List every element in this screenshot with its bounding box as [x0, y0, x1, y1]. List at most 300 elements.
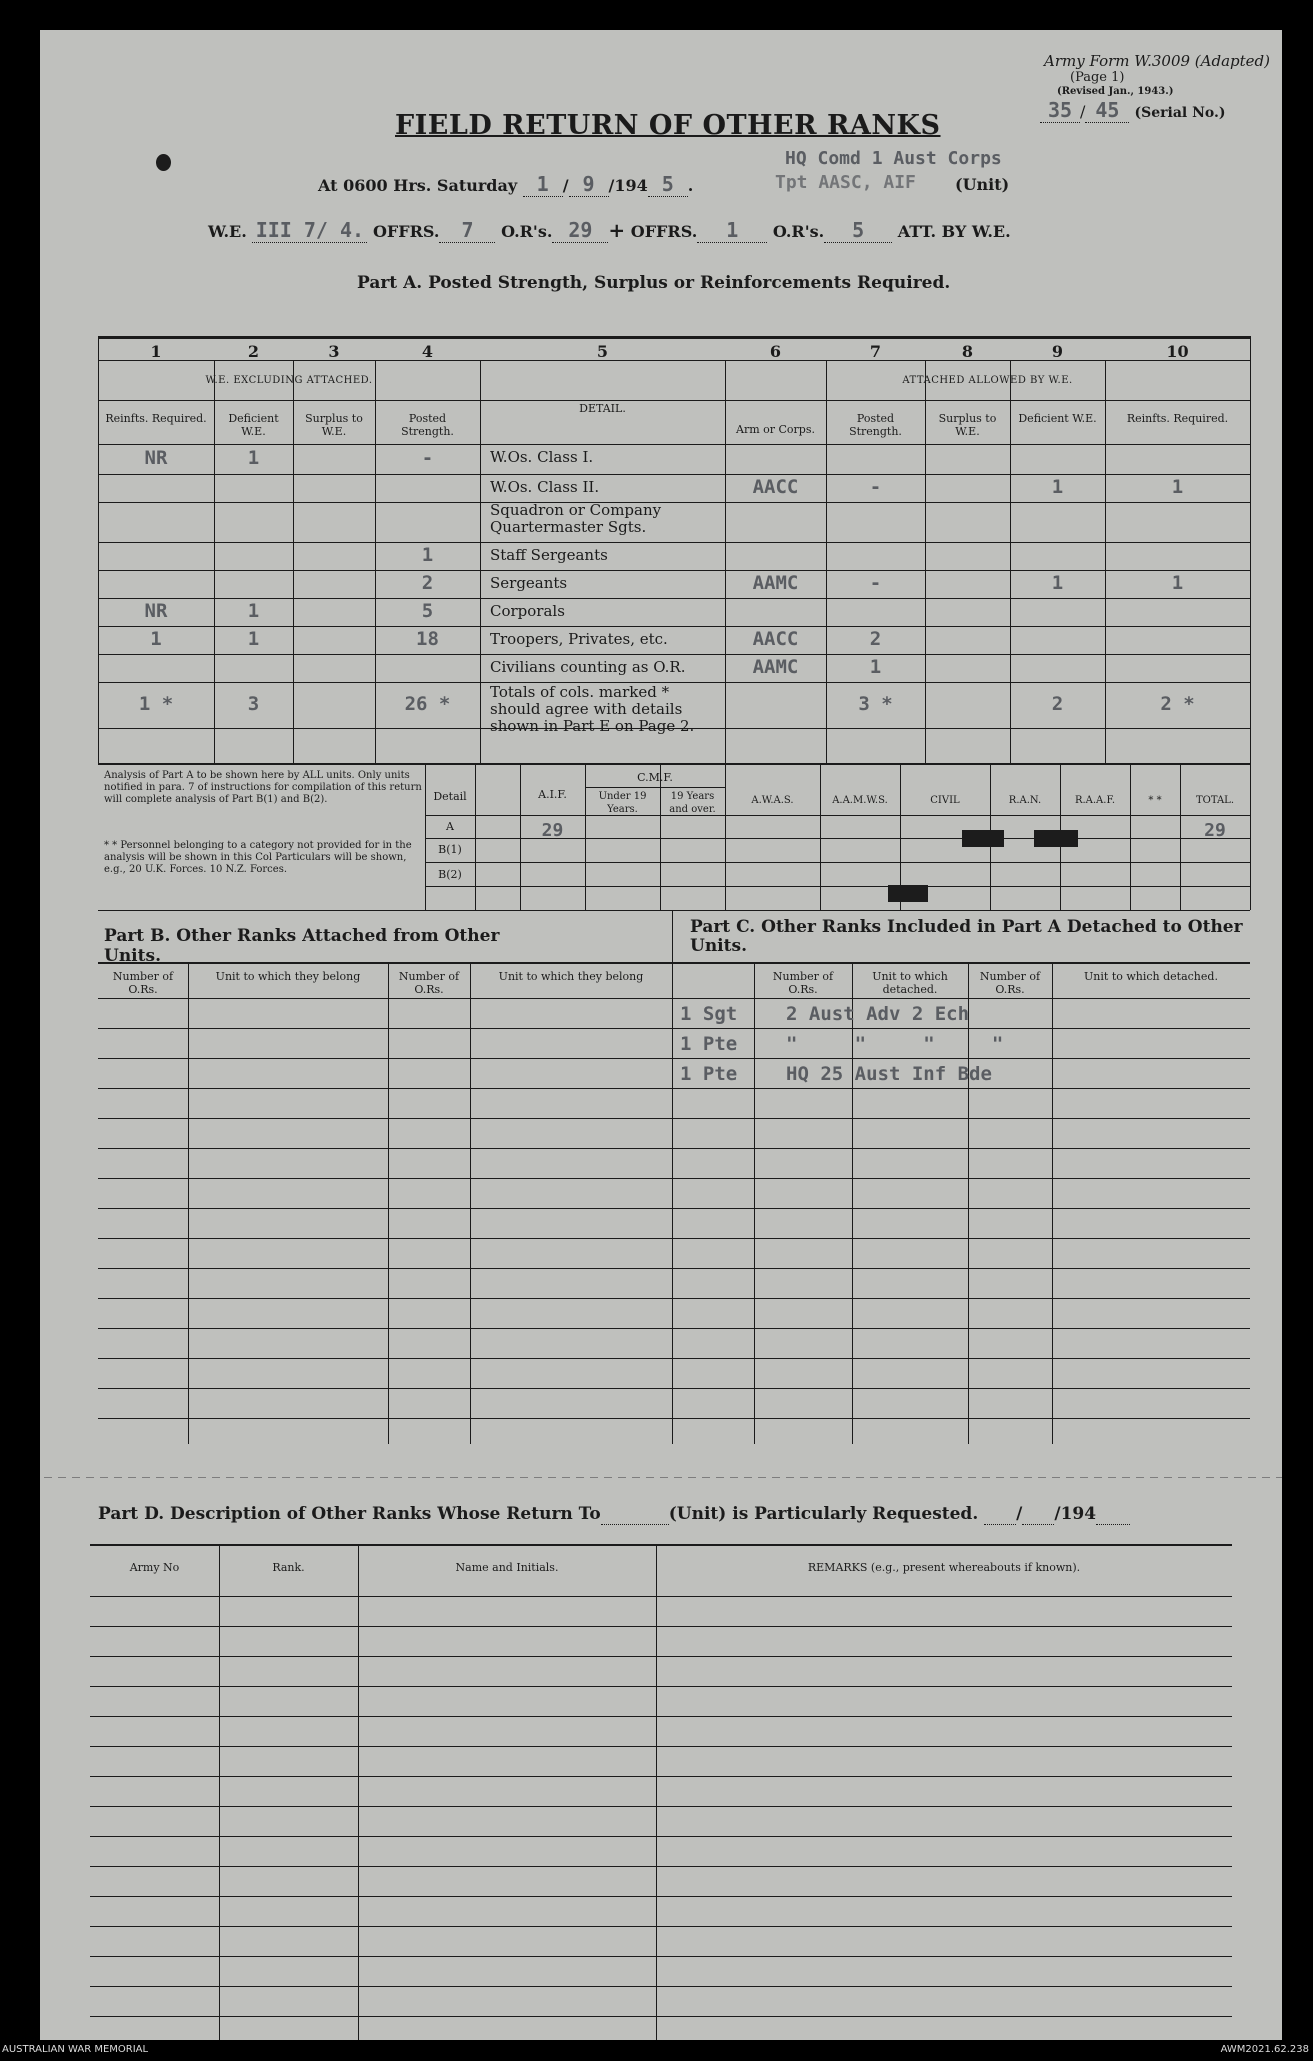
group-header-left: W.E. EXCLUDING ATTACHED. [205, 375, 373, 386]
perforation-mark [926, 1477, 934, 1478]
cmf-rule [585, 787, 725, 788]
row-rule [98, 474, 1250, 475]
serial-label: (Serial No.) [1134, 105, 1226, 121]
part-d-year-field[interactable] [1096, 1504, 1130, 1525]
perforation-mark [1108, 1477, 1116, 1478]
perforation-mark [562, 1477, 570, 1478]
detail-header: DETAIL. [579, 402, 626, 415]
perforation-mark [492, 1477, 500, 1478]
perforation-mark [744, 1477, 752, 1478]
cell-c10-row-5: 1 [1171, 572, 1184, 594]
perforation-mark [1080, 1477, 1088, 1478]
part-d-row-rule [90, 1656, 1232, 1657]
cell-c9-row-9: 2 [1051, 693, 1064, 715]
part-c-entry-count-2: 1 Pte [680, 1033, 738, 1055]
perforation-mark [450, 1477, 458, 1478]
analysis-over19-header: 19 Years and over. [669, 791, 716, 815]
serial-field[interactable]: 35 / 45 (Serial No.) [1040, 98, 1225, 123]
we-label: W.E. [208, 222, 247, 241]
part-d-title-c: /194 [1054, 1504, 1097, 1524]
part-d-row-rule [90, 1626, 1232, 1627]
cell-c1-row-1: NR [144, 447, 168, 469]
analysis-total-header: TOTAL. [1195, 795, 1235, 806]
row-detail-8: Civilians counting as O.R. [490, 658, 686, 676]
perforation-mark [982, 1477, 990, 1478]
cell-c6-row-2: AACC [752, 476, 799, 498]
analysis-column-rule [820, 763, 821, 910]
part-bc-row-rule [98, 1238, 1250, 1239]
perforation-mark [520, 1477, 528, 1478]
perforation-mark [1262, 1477, 1270, 1478]
column-number-6: 6 [769, 342, 782, 361]
ors-label-2: O.R's. [772, 222, 825, 241]
column-number-3: 3 [328, 342, 340, 361]
part-d-header-rule [90, 1596, 1232, 1597]
left-header-1: Reinfts. Required. [105, 412, 207, 425]
perforation-mark [352, 1477, 360, 1478]
perforation-mark [58, 1477, 66, 1478]
part-d-top-rule [90, 1544, 1232, 1546]
column-rule [725, 360, 726, 763]
cell-c2-row-6: 1 [247, 600, 260, 622]
part-a-top-rule [98, 336, 1250, 339]
perforation-mark [198, 1477, 206, 1478]
right-header-7: Posted Strength. [849, 412, 902, 438]
cell-c7-row-9: 3 * [858, 693, 893, 715]
perforation-mark [128, 1477, 136, 1478]
part-d-row-rule [90, 1716, 1232, 1717]
perforation-mark [730, 1477, 738, 1478]
analysis-aif-header: A.I.F. [538, 788, 567, 801]
part-bc-row-rule [98, 1088, 1250, 1089]
part-b-header-4: Unit to which they belong [498, 970, 644, 983]
analysis-column-rule [1130, 763, 1131, 910]
row-rule [98, 654, 1250, 655]
row-detail-9: Totals of cols. marked * should agree with details shown in Part E on Page 2. [490, 683, 695, 735]
perforation-mark [912, 1477, 920, 1478]
perforation-mark [1038, 1477, 1046, 1478]
part-d-unit-field[interactable] [601, 1504, 669, 1525]
column-number-9: 9 [1051, 342, 1064, 361]
part-b-title: Part B. Other Ranks Attached from Other Units. [104, 926, 500, 966]
cell-c4-row-9: 26 * [404, 693, 451, 715]
unit-line-2: Tpt AASC, AIF [775, 172, 916, 193]
perforation-mark [660, 1477, 668, 1478]
perforation-mark [576, 1477, 584, 1478]
cell-c4-row-5: 2 [421, 572, 434, 594]
group-rule [98, 400, 1250, 401]
cell-c9-row-2: 1 [1051, 476, 1064, 498]
analysis-cmf-header: C.M.F. [637, 771, 673, 784]
perforation-mark [828, 1477, 836, 1478]
analysis-detail-header: Detail [433, 790, 467, 803]
part-bc-row-rule [98, 1328, 1250, 1329]
cell-c10-row-2: 1 [1171, 476, 1184, 498]
analysis-column-rule [425, 763, 426, 910]
perforation-mark [268, 1477, 276, 1478]
part-c-entry-count-3: 1 Pte [680, 1063, 738, 1085]
perforation-mark [506, 1477, 514, 1478]
date-line: At 0600 Hrs. Saturday 1 / 9 /194 5 . [318, 172, 694, 196]
perforation-mark [856, 1477, 864, 1478]
part-c-header-2: Unit to which detached. [872, 970, 948, 996]
personnel-note: * * Personnel belonging to a category not provided for in the analysis will be shown in this Col Particulars will be shown, e.g., 20 U.K. Forces. 10 N.Z. Forces. [104, 840, 412, 875]
perforation-mark [940, 1477, 948, 1478]
perforation-mark [842, 1477, 850, 1478]
row-rule [98, 682, 1250, 683]
perforation-mark [408, 1477, 416, 1478]
part-d-row-rule [90, 1956, 1232, 1957]
left-header-3: Surplus to W.E. [305, 412, 363, 438]
part-d-row-rule [90, 1686, 1232, 1687]
row-detail-3: Squadron or Company Quartermaster Sgts. [490, 501, 662, 536]
analysis-under19-header: Under 19 Years. [598, 791, 647, 815]
perforation-mark [184, 1477, 192, 1478]
part-d-row-rule [90, 1806, 1232, 1807]
punch-hole [156, 154, 171, 171]
cell-c1-row-6: NR [144, 600, 168, 622]
perforation-mark [632, 1477, 640, 1478]
form-sheet [40, 30, 1282, 2040]
analysis-raaf-header: R.A.A.F. [1074, 795, 1116, 806]
perforation-mark [240, 1477, 248, 1478]
perforation-mark [1150, 1477, 1158, 1478]
column-number-5: 5 [596, 342, 609, 361]
part-d-header-2: Rank. [272, 1561, 305, 1574]
revised-date: (Revised Jan., 1943.) [1057, 86, 1174, 97]
perforation-mark [338, 1477, 346, 1478]
row-rule [98, 626, 1250, 627]
part-c-entry-unit-3: HQ 25 Aust Inf Bde [786, 1063, 992, 1085]
part-b-header-1: Number of O.Rs. [112, 970, 174, 996]
we-line [208, 218, 1011, 243]
cell-c4-row-4: 1 [421, 544, 434, 566]
unit-label: (Unit) [955, 175, 1010, 194]
analysis-aamws-header: A.A.M.W.S. [832, 795, 888, 806]
analysis-row-A: A [446, 820, 454, 833]
perforation-mark [548, 1477, 556, 1478]
part-d-header-4: REMARKS (e.g., present whereabouts if known). [807, 1561, 1081, 1574]
column-number-7: 7 [869, 342, 882, 361]
part-bc-row-rule [98, 1268, 1250, 1269]
cell-c2-row-1: 1 [247, 447, 260, 469]
perforation-mark [170, 1477, 178, 1478]
row-detail-6: Corporals [490, 602, 565, 620]
perforation-mark [1178, 1477, 1186, 1478]
analysis-star-header: * * [1148, 795, 1162, 806]
perforation-mark [296, 1477, 304, 1478]
part-d-row-rule [90, 1746, 1232, 1747]
perforation-mark [100, 1477, 108, 1478]
rule-v [1250, 336, 1251, 763]
month-field[interactable]: 9 [569, 172, 609, 197]
perforation-mark [156, 1477, 164, 1478]
row-detail-1: W.Os. Class I. [490, 448, 594, 466]
part-a-bottom-rule [98, 763, 1250, 765]
part-bc-column-rule [672, 962, 673, 1444]
cell-c4-row-6: 5 [421, 600, 434, 622]
cell-c2-row-9: 3 [247, 693, 260, 715]
perforation-mark [254, 1477, 262, 1478]
part-d-row-rule [90, 1866, 1232, 1867]
column-number-2: 2 [247, 342, 260, 361]
part-a-title: Part A. Posted Strength, Surplus or Reinforcements Required. [357, 273, 951, 293]
part-c-entry-unit-1: 2 Aust Adv 2 Ech [786, 1003, 970, 1025]
row-detail-7: Troopers, Privates, etc. [490, 630, 668, 648]
analysis-column-rule [660, 763, 661, 910]
part-d-row-rule [90, 1776, 1232, 1777]
perforation-mark [226, 1477, 234, 1478]
page-title: FIELD RETURN OF OTHER RANKS [395, 110, 941, 141]
redaction-raaf [1034, 830, 1078, 847]
perforation-mark [590, 1477, 598, 1478]
part-bc-row-rule [98, 1028, 1250, 1029]
analysis-row-rule [425, 886, 1250, 887]
part-c-entry-unit-2: " " " " [786, 1033, 1004, 1055]
part-c-header-4: Unit to which detached. [1084, 970, 1218, 983]
redaction-civil [888, 885, 928, 902]
unit-line-1: HQ Comd 1 Aust Corps [785, 148, 1002, 169]
perforation-mark [1206, 1477, 1214, 1478]
analysis-column-rule [475, 763, 476, 910]
year-field[interactable]: 5 [648, 172, 688, 197]
part-bc-row-rule [98, 1208, 1250, 1209]
cell-c1-row-7: 1 [150, 628, 162, 650]
perforation-mark [954, 1477, 962, 1478]
cell-c7-row-7: 2 [869, 628, 882, 650]
part-bc-row-rule [98, 1418, 1250, 1419]
perforation-mark [394, 1477, 402, 1478]
part-b-header-2: Unit to which they belong [215, 970, 361, 983]
left-header-2: Deficient W.E. [228, 412, 279, 438]
perforation-mark [422, 1477, 430, 1478]
perforation-mark [758, 1477, 766, 1478]
perforation-mark [604, 1477, 612, 1478]
perforation-mark [282, 1477, 290, 1478]
perforation-mark [1024, 1477, 1032, 1478]
cell-c6-row-8: AAMC [752, 656, 799, 678]
cell-c9-row-5: 1 [1051, 572, 1064, 594]
part-d-row-rule [90, 1986, 1232, 1987]
perforation-mark [800, 1477, 808, 1478]
analysis-row-rule [425, 815, 1250, 816]
part-d-row-rule [90, 1896, 1232, 1897]
part-d-column-rule [656, 1544, 657, 2040]
at-label: At 0600 Hrs. Saturday [318, 176, 518, 195]
perforation-mark [898, 1477, 906, 1478]
perforation-mark [324, 1477, 332, 1478]
perforation-mark [646, 1477, 654, 1478]
part-bc-row-rule [98, 1298, 1250, 1299]
perforation-mark [1136, 1477, 1144, 1478]
row-rule [98, 542, 1250, 543]
analysis-awas-header: A.W.A.S. [751, 795, 794, 806]
perforation-mark [772, 1477, 780, 1478]
part-bc-column-rule [470, 962, 471, 1444]
offrs-label-2: OFFRS. [630, 222, 698, 241]
part-d-header-1: Army No [129, 1561, 180, 1574]
offrs-field[interactable]: 7 [439, 218, 495, 243]
offrs2-field[interactable]: 1 [697, 218, 767, 243]
analysis-row-B(1): B(1) [438, 843, 462, 856]
perforation-mark [1122, 1477, 1130, 1478]
perforation-mark [72, 1477, 80, 1478]
perforation-mark [702, 1477, 710, 1478]
column-number-10: 10 [1166, 342, 1189, 361]
column-rule [925, 360, 926, 763]
perforation-mark [884, 1477, 892, 1478]
right-header-8: Surplus to W.E. [938, 412, 997, 438]
analysis-row-rule [425, 862, 1250, 863]
ors-field[interactable]: 29 [552, 218, 608, 243]
part-c-header-1: Number of O.Rs. [772, 970, 834, 996]
perforation-mark [44, 1477, 52, 1478]
perforation-mark [716, 1477, 724, 1478]
perforation-mark [212, 1477, 220, 1478]
perforation-mark [114, 1477, 122, 1478]
cell-c6-row-7: AACC [752, 628, 799, 650]
row-detail-2: W.Os. Class II. [490, 478, 600, 496]
redaction-ran [962, 830, 1004, 847]
part-d-title-b: (Unit) is Particularly Requested. [668, 1504, 979, 1524]
we-field[interactable]: III 7/ 4. [252, 218, 367, 243]
part-bc-row-rule [98, 1118, 1250, 1119]
perforation-mark [1234, 1477, 1242, 1478]
part-bc-row-rule [98, 1178, 1250, 1179]
part-d-row-rule [90, 2016, 1232, 2017]
part-d-day-field[interactable] [984, 1504, 1016, 1525]
year-prefix: 194 [614, 176, 648, 195]
row-detail-4: Staff Sergeants [490, 546, 608, 564]
right-header-6: Arm or Corps. [736, 423, 815, 436]
column-number-1: 1 [150, 342, 162, 361]
cell-c7-row-5: - [869, 572, 882, 594]
part-c-title: Part C. Other Ranks Included in Part A Detached to Other Units. [690, 917, 1243, 956]
serial-total: 45 [1085, 98, 1129, 123]
part-d-column-rule [219, 1544, 220, 2040]
perforation-mark [1010, 1477, 1018, 1478]
cell-c4-row-1: - [421, 447, 434, 469]
day-field[interactable]: 1 [523, 172, 563, 197]
perforation-mark [814, 1477, 822, 1478]
part-d-month-field[interactable] [1022, 1504, 1054, 1525]
perforation-mark [996, 1477, 1004, 1478]
column-rule [293, 360, 294, 763]
row-rule [98, 570, 1250, 571]
part-bc-row-rule [98, 1358, 1250, 1359]
perforation-mark [1220, 1477, 1228, 1478]
cell-c1-row-9: 1 * [138, 693, 174, 715]
perforation-mark [86, 1477, 94, 1478]
perforation-mark [1248, 1477, 1256, 1478]
part-d-title: Part D. Description of Other Ranks Whose Return To (Unit) is Particularly Requested. / /194 [98, 1504, 1130, 1525]
footer-left: AUSTRALIAN WAR MEMORIAL [2, 2044, 149, 2055]
cell-c4-row-7: 18 [416, 628, 439, 650]
part-d-column-rule [358, 1544, 359, 2040]
perforation-mark [1066, 1477, 1074, 1478]
perforation-mark [380, 1477, 388, 1478]
perforation-mark [436, 1477, 444, 1478]
analysis-column-rule [725, 763, 726, 910]
column-rule [480, 360, 481, 763]
row-detail-5: Sergeants [490, 574, 568, 592]
left-header-4: Posted Strength. [401, 412, 454, 438]
part-bc-row-rule [98, 1148, 1250, 1149]
perforation-mark [478, 1477, 486, 1478]
footer-right: AWM2021.62.238 [1220, 2044, 1309, 2055]
perforation-mark [1276, 1477, 1282, 1478]
analysis-column-rule [1250, 763, 1251, 910]
cell-c2-row-7: 1 [247, 628, 260, 650]
perforation-mark [688, 1477, 696, 1478]
ors-label: O.R's. [501, 222, 553, 241]
part-d-title-a: Part D. Description of Other Ranks Whose Return To [98, 1504, 601, 1524]
perforation-mark [674, 1477, 682, 1478]
perforation-mark [142, 1477, 150, 1478]
perforation-mark [1094, 1477, 1102, 1478]
right-header-9: Deficient W.E. [1018, 412, 1097, 425]
part-c-header-3: Number of O.Rs. [979, 970, 1041, 996]
part-bc-column-rule [188, 962, 189, 1444]
perforation-mark [786, 1477, 794, 1478]
serial-number: 35 [1040, 98, 1080, 123]
header-bottom-rule [98, 444, 1250, 445]
perforation-mark [310, 1477, 318, 1478]
plus-sign: + [608, 218, 626, 242]
perforation-mark [968, 1477, 976, 1478]
column-number-8: 8 [961, 342, 974, 361]
part-bc-column-rule [388, 962, 389, 1444]
right-header-10: Reinfts. Required. [1126, 412, 1229, 425]
analysis-ran-header: R.A.N. [1008, 795, 1042, 806]
perforation-mark [870, 1477, 878, 1478]
analysis-a-total-value: 29 [1204, 820, 1226, 841]
cell-c10-row-9: 2 * [1160, 693, 1195, 715]
group-header-right: ATTACHED ALLOWED BY W.E. [902, 375, 1073, 386]
part-d-row-rule [90, 1926, 1232, 1927]
row-rule [98, 598, 1250, 599]
perforation-mark [366, 1477, 374, 1478]
cell-c7-row-2: - [869, 476, 882, 498]
cell-c7-row-8: 1 [869, 656, 882, 678]
part-bc-header-rule [98, 998, 1250, 999]
perforation-mark [1192, 1477, 1200, 1478]
part-d-row-rule [90, 1836, 1232, 1837]
column-number-4: 4 [421, 342, 434, 361]
offrs-label: OFFRS. [372, 222, 440, 241]
perforation-mark [1052, 1477, 1060, 1478]
part-b-header-3: Number of O.Rs. [398, 970, 460, 996]
cell-c6-row-5: AAMC [752, 572, 799, 594]
analysis-column-rule [585, 763, 586, 910]
perforation-mark [618, 1477, 626, 1478]
att-label: ATT. BY W.E. [897, 222, 1011, 241]
page-number: (Page 1) [1070, 70, 1125, 85]
analysis-civil-header: CIVIL [930, 795, 960, 806]
part-bc-row-rule [98, 1058, 1250, 1059]
ors2-field[interactable]: 5 [824, 218, 892, 243]
part-d-header-3: Name and Initials. [455, 1561, 559, 1574]
perforation-mark [1164, 1477, 1172, 1478]
part-bc-row-rule [98, 1388, 1250, 1389]
analysis-note: Analysis of Part A to be shown here by ALL units. Only units notified in para. 7 of instructions for compilation of this return will complete analysis of Part B(1) and B(2). [104, 770, 422, 805]
form-id: Army Form W.3009 (Adapted) [1044, 52, 1270, 70]
perforation-mark [464, 1477, 472, 1478]
part-c-entry-count-1: 1 Sgt [680, 1003, 738, 1025]
analysis-bottom-rule [98, 910, 1250, 911]
analysis-a-aif-value: 29 [541, 820, 564, 841]
analysis-row-B(2): B(2) [438, 868, 462, 881]
